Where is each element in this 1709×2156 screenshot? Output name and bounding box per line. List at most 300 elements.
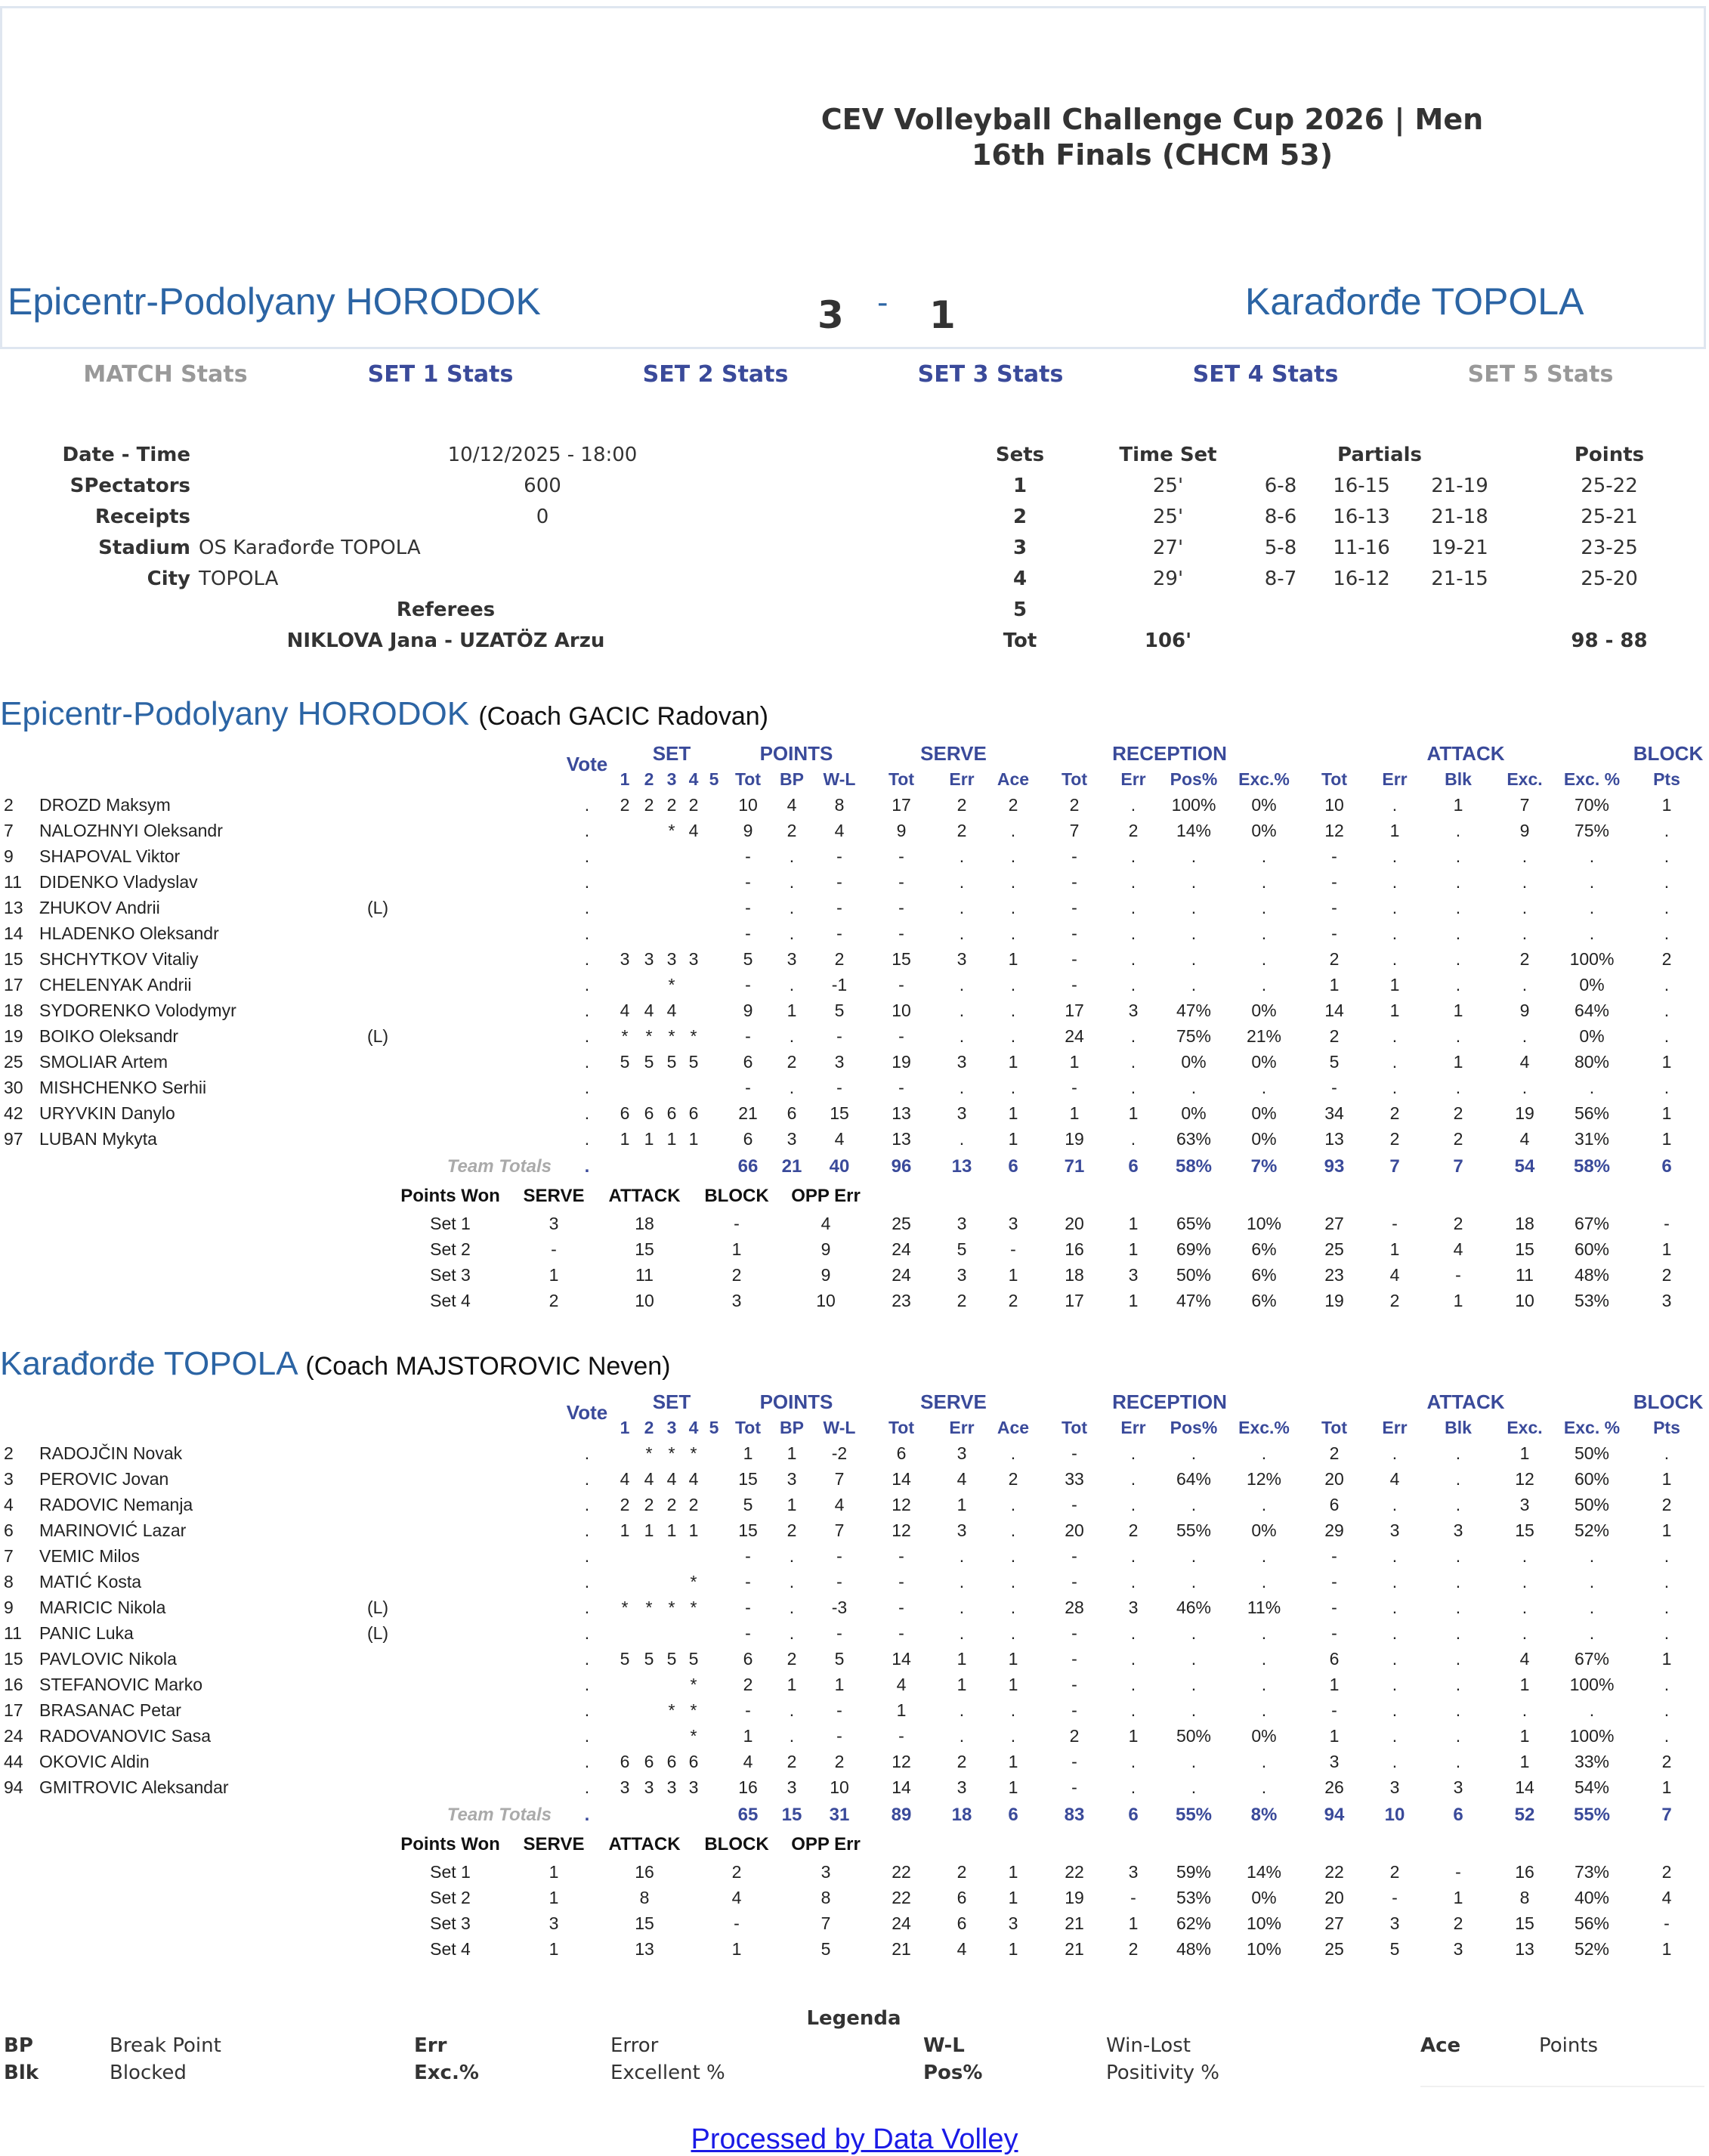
team2-points-won-serve: 1 [549,1939,559,1959]
team1-title [0,695,768,733]
team1-player-stat: 1 [1661,1103,1672,1123]
team2-player-stat: . [1261,1675,1267,1694]
sets-header: Sets [995,444,1045,466]
team2-player-stat: . [1130,1469,1136,1489]
team1-points-won-header: OPP Err [791,1186,861,1206]
team1-player-stat: 1 [1008,1129,1018,1149]
team2-points-won-stat: 1 [1128,1913,1139,1933]
team1-player-stat: . [1130,949,1136,969]
team1-player-stat: . [789,898,795,917]
tab-set-2-stats[interactable]: SET 2 Stats [642,361,789,388]
team1-player-stat: 3 [956,1103,967,1123]
sets-row-points: 25-20 [1581,568,1638,590]
team1-player-stat: 2 [956,821,967,840]
team1-player-stat: . [789,1026,795,1046]
team1-player-stat: 19 [1515,1103,1534,1123]
team2-player-stat: 4 [620,1469,630,1489]
team1-player-stat: . [1664,975,1670,994]
team2-player-stat: 5 [644,1649,654,1669]
team2-player-stat: 1 [620,1520,630,1540]
team2-player-name: PEROVIC Jovan [39,1469,169,1489]
team1-player-name: SHCHYTKOV Vitaliy [39,949,199,969]
team1-points-won-header: Points Won [400,1186,500,1206]
team2-player-stat: . [1261,1777,1267,1797]
sets-row-partial-3: 21-18 [1431,506,1488,528]
team1-player-stat: . [1664,898,1670,917]
team1-player-stat: 2 [1389,1103,1400,1123]
team2-player-stat: . [1455,1649,1461,1669]
tab-set-5-stats[interactable]: SET 5 Stats [1467,361,1614,388]
team2-player-stat: 1 [1008,1777,1018,1797]
team1-points-won-serve: 2 [549,1291,559,1310]
team1-player-stat: 1 [1453,795,1463,815]
team2-player-stat: . [1010,1623,1016,1643]
team2-player-stat: 11% [1247,1598,1281,1617]
team1-points-won-stat: 1 [1661,1239,1672,1259]
team2-points-won-stat: 2 [1389,1862,1400,1882]
team1-player-stat: 0% [1579,975,1605,994]
team2-player-stat: 1 [1128,1726,1139,1746]
team1-player-stat: . [1455,975,1461,994]
team1-player-stat: - [745,846,751,866]
team2-player-stat: . [1130,1752,1136,1771]
team1-player-name: HLADENKO Oleksandr [39,923,219,943]
team1-player-vote: . [584,1129,590,1149]
team1-col-header: Exc.% [1238,769,1290,789]
city-value: TOPOLA [199,568,279,590]
team2-player-stat: - [1071,1752,1077,1771]
team1-points-won-stat: 50% [1176,1265,1212,1285]
team1-coach: (Coach GACIC Radovan) [478,702,768,731]
team2-player-stat: 6 [644,1752,654,1771]
team2-player-stat: 3 [1453,1777,1463,1797]
team1-player-stat: . [1130,1052,1136,1072]
team1-player-name: SMOLIAR Artem [39,1052,168,1072]
team2-points-won-block: - [734,1913,740,1933]
team2-player-stat: 46% [1176,1598,1212,1617]
team1-col-header: Ace [997,769,1030,789]
team1-points-won-opp-err: 9 [821,1265,831,1285]
team2-player-stat: - [836,1726,842,1746]
team2-player-stat: 6 [896,1443,907,1463]
sets-row-set: 3 [1012,537,1028,559]
team2-player-stat: . [1010,1520,1016,1540]
team1-player-vote: . [584,898,590,917]
tab-set-1-stats[interactable]: SET 1 Stats [367,361,514,388]
team2-title [0,1345,670,1383]
team2-player-stat: 3 [956,1777,967,1797]
team2-points-won-stat: 5 [1389,1939,1400,1959]
sets-row-set: 2 [1012,506,1028,528]
team2-player-stat: . [1392,1700,1398,1720]
legend-key: Err [414,2034,447,2057]
team1-points-won-stat: 47% [1176,1291,1212,1310]
team1-col-header: Tot [1321,769,1348,789]
team1-player-stat: 10 [892,1001,911,1020]
team1-player-stat: * [668,1026,675,1046]
team1-points-won-stat: 3 [1661,1291,1672,1310]
team2-points-won-block: 1 [731,1939,742,1959]
team1-player-stat: . [1010,923,1016,943]
team2-player-stat: . [1191,1623,1197,1643]
team1-player-stat: * [668,975,675,994]
team2-player-stat: . [1191,1752,1197,1771]
team2-player-name: RADOJČIN Novak [39,1443,183,1463]
team2-player-stat: 54% [1574,1777,1610,1797]
team1-points-won-attack: 15 [635,1239,654,1259]
team1-totals-stat: 13 [951,1156,972,1177]
team1-totals-stat: 40 [829,1156,850,1177]
team2-player-stat: . [959,1623,965,1643]
team1-player-number: 97 [4,1129,23,1149]
team2-player-name: STEFANOVIC Marko [39,1675,202,1694]
team1-player-vote: . [584,1026,590,1046]
team2-player-stat: - [1071,1572,1077,1591]
legend-value: Excellent % [610,2062,725,2084]
team1-player-stat: 1 [666,1129,677,1149]
team1-player-stat: - [836,923,842,943]
team2-player-stat: . [789,1546,795,1566]
team1-col-header: 1 [620,769,630,789]
team1-points-won-stat: 60% [1574,1239,1610,1259]
team1-points-won-opp-err: 9 [821,1239,831,1259]
team1-col-header: Err [1120,769,1146,789]
team2-points-won-serve: 1 [549,1888,559,1907]
team2-points-won-attack: 13 [635,1939,654,1959]
team1-player-stat: . [1589,846,1595,866]
team2-player-stat: 1 [1519,1726,1530,1746]
team1-player-stat: . [1392,1052,1398,1072]
team1-player-stat: 3 [1128,1001,1139,1020]
team2-points-won-stat: 1 [1661,1939,1672,1959]
team2-points-won-stat: 24 [892,1913,911,1933]
team2-player-stat: - [745,1546,751,1566]
team2-group-points: POINTS [759,1390,833,1413]
team1-points-won-serve: - [551,1239,557,1259]
team1-player-stat: . [789,975,795,994]
team1-player-stat: 2 [1453,1103,1463,1123]
sets-row-points: 23-25 [1581,537,1638,559]
team1-player-stat: . [1664,1001,1670,1020]
team2-player-stat: . [1130,1623,1136,1643]
team2-player-stat: . [789,1598,795,1617]
date-label: Date - Time [62,444,190,466]
sets-row-set: 5 [1012,599,1028,621]
team2-player-stat: 3 [956,1520,967,1540]
team1-player-stat: - [898,1026,904,1046]
team1-player-stat: * [645,1026,653,1046]
team2-player-stat: - [898,1726,904,1746]
team2-player-stat: 1 [688,1520,699,1540]
team2-name: Karađorđe TOPOLA [0,1345,297,1382]
sets-row-partial-2: 16-15 [1333,475,1390,497]
team1-player-stat: 1 [1069,1052,1080,1072]
tab-set-4-stats[interactable]: SET 4 Stats [1192,361,1339,388]
team2-player-name: RADOVIC Nemanja [39,1495,193,1514]
team2-player-stat: . [1392,1495,1398,1514]
team2-player-stat: . [1010,1443,1016,1463]
team1-player-stat: 75% [1574,821,1610,840]
team1-player-stat: - [1331,923,1337,943]
team1-player-stat: . [1261,846,1267,866]
team2-points-won-stat: 22 [1065,1862,1084,1882]
team1-col-header: Tot [888,769,915,789]
processed-by-link[interactable]: Processed by Data Volley [691,2124,1018,2155]
team1-player-stat: 4 [1519,1052,1530,1072]
team1-player-stat: 13 [892,1129,911,1149]
team2-points-won-stat: 13 [1515,1939,1534,1959]
team1-player-stat: 10 [1324,795,1344,815]
team1-group-attack: ATTACK [1426,742,1505,765]
team1-player-stat: . [1191,846,1197,866]
team2-player-stat: . [1130,1777,1136,1797]
team1-player-stat: 2 [787,1052,797,1072]
team2-player-stat: 2 [644,1495,654,1514]
tab-set-3-stats[interactable]: SET 3 Stats [917,361,1064,388]
team2-points-won-stat: 4 [1661,1888,1672,1907]
team1-player-stat: 0% [1181,1052,1207,1072]
team2-player-stat: . [1589,1700,1595,1720]
team1-player-stat: . [789,923,795,943]
team2-player-stat: . [1191,1675,1197,1694]
team1-points-won-stat: - [1664,1214,1670,1233]
team2-points-won-stat: 0% [1251,1888,1277,1907]
team1-player-stat: 0% [1251,1001,1277,1020]
team1-player-stat: 14 [1324,1001,1344,1020]
sets-row-partial-2: 11-16 [1333,537,1390,559]
team2-player-stat: . [959,1546,965,1566]
team1-points-won-block: - [734,1214,740,1233]
team2-player-stat: 12 [892,1520,911,1540]
team2-player-stat: 4 [743,1752,753,1771]
team2-points-won-stat: 4 [956,1939,967,1959]
team2-points-won-stat: 8 [1519,1888,1530,1907]
team2-totals-stat: 7 [1661,1805,1672,1825]
team2-player-stat: 2 [1069,1726,1080,1746]
team1-team-totals-label: Team Totals [447,1156,552,1177]
team1-player-stat: 5 [644,1052,654,1072]
team2-player-stat: 2 [743,1675,753,1694]
team2-col-header: Err [1120,1418,1146,1437]
team1-col-header: Exc. [1507,769,1543,789]
team2-player-stat: . [1191,1777,1197,1797]
team2-col-header: Err [1382,1418,1408,1437]
team2-player-stat: - [836,1546,842,1566]
team2-col-header: Pts [1653,1418,1680,1437]
team1-player-stat: . [1130,795,1136,815]
team2-player-stat: 3 [666,1777,677,1797]
team1-player-stat: . [1455,1026,1461,1046]
team2-player-stat: - [1331,1623,1337,1643]
team2-player-stat: * [668,1443,675,1463]
team2-player-stat: 6 [666,1752,677,1771]
legend-value: Error [610,2034,659,2057]
team1-player-stat: - [1071,846,1077,866]
team2-player-stat: . [1664,1700,1670,1720]
team1-player-stat: . [1261,898,1267,917]
competition-title: CEV Volleyball Challenge Cup 2026 | Men [821,103,1484,136]
team1-points-won-stat: - [1455,1265,1461,1285]
team1-player-name: DIDENKO Vladyslav [39,872,198,892]
competition-subtitle: 16th Finals (CHCM 53) [971,138,1334,172]
team1-player-stat: 2 [834,949,845,969]
team2-totals-stat: 18 [951,1805,972,1825]
team1-player-stat: - [836,1078,842,1097]
team2-player-stat: * [690,1700,697,1720]
team2-points-won-stat: - [1664,1913,1670,1933]
team2-col-header: Blk [1445,1418,1472,1437]
team1-player-name: MISHCHENKO Serhii [39,1078,207,1097]
team1-points-won-stat: 4 [1453,1239,1463,1259]
team1-player-stat: * [668,821,675,840]
team1-points-won-stat: 2 [1453,1214,1463,1233]
team1-points-won-set: Set 2 [430,1239,471,1259]
team1-player-stat: - [745,923,751,943]
team2-points-won-stat: 40% [1574,1888,1610,1907]
team1-points-won-serve: 1 [549,1265,559,1285]
team1-player-stat: - [898,1078,904,1097]
team2-col-header: 3 [666,1418,677,1437]
team2-player-stat: - [745,1598,751,1617]
team2-player-stat: 4 [644,1469,654,1489]
team2-player-stat: 5 [834,1649,845,1669]
team1-player-number: 2 [4,795,14,815]
team2-vote-header: Vote [566,1401,608,1424]
team2-player-stat: 1 [1519,1752,1530,1771]
team1-player-stat: . [1130,975,1136,994]
team1-totals-stat: 66 [737,1156,759,1177]
tab-match-stats[interactable]: MATCH Stats [83,361,248,388]
team2-player-stat: - [836,1700,842,1720]
team2-player-number: 24 [4,1726,23,1746]
team2-player-stat: . [1010,1700,1016,1720]
team1-player-stat: -1 [831,975,848,994]
team2-player-stat: - [1071,1675,1077,1694]
team2-player-stat: . [1010,1572,1016,1591]
team2-player-stat: . [1392,1623,1398,1643]
team1-points-won-set: Set 1 [430,1214,471,1233]
team1-points-won-stat: 2 [956,1291,967,1310]
team2-player-stat: 26 [1324,1777,1344,1797]
team1-player-stat: . [1392,923,1398,943]
team2-player-stat: 4 [956,1469,967,1489]
team1-player-name: NALOZHNYI Oleksandr [39,821,223,840]
team2-player-stat: . [1455,1752,1461,1771]
team2-player-stat: . [1392,1752,1398,1771]
team1-player-stat: 64% [1574,1001,1610,1020]
team2-player-stat: * [690,1726,697,1746]
team2-player-stat: . [1010,1546,1016,1566]
team1-player-stat: 2 [688,795,699,815]
team2-points-won-stat: 14% [1246,1862,1282,1882]
team1-points-won-set: Set 4 [430,1291,471,1310]
team1-player-stat: - [1071,898,1077,917]
team1-player-stat: - [898,898,904,917]
team1-points-won-stat: 1 [1453,1291,1463,1310]
team2-player-stat: * [668,1598,675,1617]
team1-player-stat: 6 [644,1103,654,1123]
team1-points-won-stat: - [1392,1214,1398,1233]
team2-player-stat: 14 [892,1777,911,1797]
team1-points-won-stat: 67% [1574,1214,1610,1233]
team2-player-stat: . [1455,1546,1461,1566]
team2-totals-stat: 8% [1250,1805,1278,1825]
team1-player-stat: . [959,1026,965,1046]
team2-player-stat: . [1455,1675,1461,1694]
team2-player-stat: 15 [738,1520,758,1540]
team1-player-stat: 1 [1069,1103,1080,1123]
team1-player-stat: 4 [787,795,797,815]
points-header: Points [1574,444,1645,466]
team1-player-stat: 2 [644,795,654,815]
team1-player-stat: . [1261,923,1267,943]
team1-group-set: SET [652,742,691,765]
team1-player-stat: 34 [1324,1103,1344,1123]
team1-player-stat: 2 [620,795,630,815]
team2-player-stat: - [898,1598,904,1617]
team1-player-stat: - [898,923,904,943]
team2-player-stat: 6 [743,1649,753,1669]
team2-col-header: Ace [997,1418,1030,1437]
team1-player-vote: . [584,1052,590,1072]
team2-player-stat: 2 [688,1495,699,1514]
team2-col-header: Tot [1321,1418,1348,1437]
team1-player-name: DROZD Maksym [39,795,171,815]
sets-row-partial-3: 21-15 [1431,568,1488,590]
team2-player-stat: . [1522,1623,1528,1643]
team1-player-stat: 0% [1251,1103,1277,1123]
team1-player-stat: - [1071,872,1077,892]
legend-title: Legenda [806,2007,901,2030]
team1-points-won-header: BLOCK [704,1186,769,1206]
team2-player-stat: 64% [1176,1469,1212,1489]
team1-player-stat: . [1522,1078,1528,1097]
team2-player-role: (L) [366,1623,389,1643]
team1-player-stat: . [1261,975,1267,994]
team2-player-stat: 1 [956,1649,967,1669]
team2-points-won-stat: - [1392,1888,1398,1907]
team1-player-stat: 9 [1519,1001,1530,1020]
team2-points-won-stat: 22 [892,1862,911,1882]
away-score: 1 [929,293,956,337]
team2-totals-vote: . [584,1805,590,1825]
team1-player-stat: . [1522,975,1528,994]
team1-player-stat: . [1455,898,1461,917]
team2-player-stat: 6 [1329,1495,1340,1514]
team1-player-stat: . [1261,1078,1267,1097]
team1-player-stat: . [1010,821,1016,840]
team2-totals-stat: 6 [1008,1805,1018,1825]
team1-player-stat: 1 [620,1129,630,1149]
sets-row-set: Tot [1003,629,1037,652]
team2-player-stat: 16 [738,1777,758,1797]
team2-player-vote: . [584,1469,590,1489]
team1-player-stat: . [1130,1026,1136,1046]
team1-player-stat: 17 [1065,1001,1084,1020]
team1-player-number: 11 [4,872,22,892]
team1-player-stat: - [898,846,904,866]
team1-player-stat: . [1191,949,1197,969]
team2-player-stat: . [1191,1649,1197,1669]
team1-player-stat: * [621,1026,629,1046]
team1-player-stat: 5 [620,1052,630,1072]
team2-player-stat: 3 [1519,1495,1530,1514]
team1-points-won-stat: 3 [956,1214,967,1233]
team1-player-stat: 6 [787,1103,797,1123]
team2-player-stat: 2 [787,1520,797,1540]
team1-player-stat: 2 [1453,1129,1463,1149]
team2-player-stat: . [1261,1443,1267,1463]
